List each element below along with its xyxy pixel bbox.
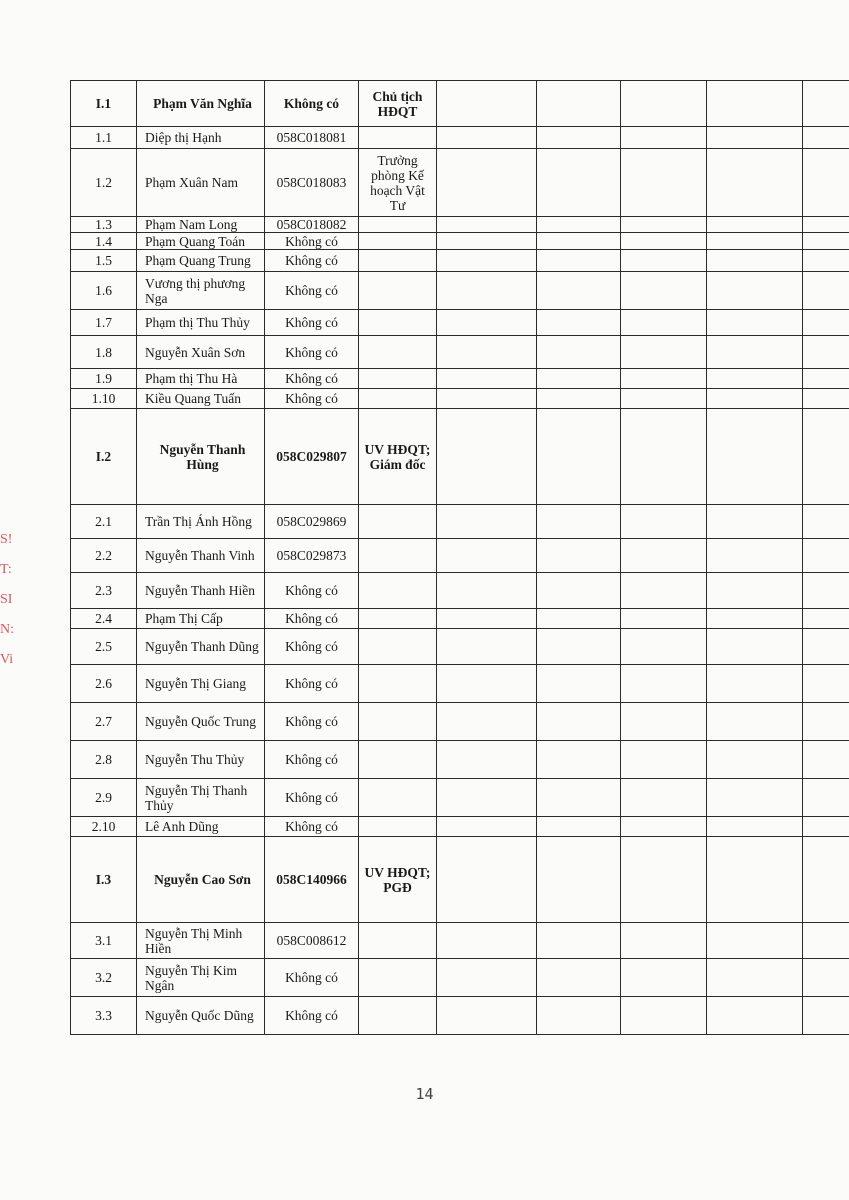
row-number: 2.5 bbox=[71, 629, 137, 665]
person-name: Kiều Quang Tuấn bbox=[137, 389, 265, 409]
securities-account: Không có bbox=[265, 573, 359, 609]
person-name: Nguyễn Thanh Hiền bbox=[137, 573, 265, 609]
row-number: 1.10 bbox=[71, 389, 137, 409]
empty-cell bbox=[621, 233, 707, 250]
row-number: 1.1 bbox=[71, 127, 137, 149]
empty-cell bbox=[803, 609, 849, 629]
empty-cell bbox=[537, 505, 621, 539]
row-number: I.3 bbox=[71, 837, 137, 923]
row-number: 1.2 bbox=[71, 149, 137, 217]
empty-cell bbox=[621, 336, 707, 369]
empty-cell bbox=[537, 272, 621, 310]
empty-cell bbox=[707, 665, 803, 703]
securities-account: Không có bbox=[265, 817, 359, 837]
empty-cell bbox=[621, 127, 707, 149]
empty-cell bbox=[621, 310, 707, 336]
empty-cell bbox=[537, 409, 621, 505]
person-name: Lê Anh Dũng bbox=[137, 817, 265, 837]
empty-cell bbox=[803, 250, 849, 272]
empty-cell bbox=[537, 923, 621, 959]
empty-cell bbox=[621, 703, 707, 741]
empty-cell bbox=[437, 539, 537, 573]
empty-cell bbox=[621, 149, 707, 217]
empty-cell bbox=[803, 149, 849, 217]
empty-cell bbox=[707, 923, 803, 959]
empty-cell bbox=[437, 959, 537, 997]
stamp-text-line: T: bbox=[0, 562, 12, 577]
securities-account: Không có bbox=[265, 336, 359, 369]
empty-cell bbox=[437, 389, 537, 409]
empty-cell bbox=[803, 81, 849, 127]
empty-cell bbox=[437, 505, 537, 539]
position-title bbox=[359, 609, 437, 629]
position-title bbox=[359, 817, 437, 837]
row-number: 1.8 bbox=[71, 336, 137, 369]
securities-account: 058C018081 bbox=[265, 127, 359, 149]
empty-cell bbox=[803, 573, 849, 609]
position-title bbox=[359, 310, 437, 336]
empty-cell bbox=[707, 573, 803, 609]
empty-cell bbox=[707, 779, 803, 817]
row-number: 2.2 bbox=[71, 539, 137, 573]
table-row bbox=[71, 233, 849, 250]
empty-cell bbox=[437, 609, 537, 629]
securities-account: Không có bbox=[265, 703, 359, 741]
empty-cell bbox=[707, 310, 803, 336]
securities-account: Không có bbox=[265, 779, 359, 817]
empty-cell bbox=[537, 389, 621, 409]
row-number: 1.5 bbox=[71, 250, 137, 272]
securities-account: 058C018082 bbox=[265, 217, 359, 233]
securities-account: Không có bbox=[265, 310, 359, 336]
empty-cell bbox=[621, 272, 707, 310]
empty-cell bbox=[437, 573, 537, 609]
position-title: Trưởng phòng Kế hoạch Vật Tư bbox=[359, 149, 437, 217]
empty-cell bbox=[621, 505, 707, 539]
position-title bbox=[359, 336, 437, 369]
stamp-text-line: S! bbox=[0, 532, 13, 547]
empty-cell bbox=[803, 629, 849, 665]
person-name: Phạm thị Thu Hà bbox=[137, 369, 265, 389]
table-row bbox=[71, 609, 849, 629]
table-row bbox=[71, 272, 849, 310]
empty-cell bbox=[707, 233, 803, 250]
empty-cell bbox=[803, 923, 849, 959]
row-number: 1.9 bbox=[71, 369, 137, 389]
empty-cell bbox=[537, 997, 621, 1035]
empty-cell bbox=[707, 369, 803, 389]
empty-cell bbox=[621, 837, 707, 923]
empty-cell bbox=[537, 250, 621, 272]
empty-cell bbox=[437, 817, 537, 837]
empty-cell bbox=[707, 505, 803, 539]
person-name: Nguyễn Thanh Dũng bbox=[137, 629, 265, 665]
person-name: Trần Thị Ánh Hồng bbox=[137, 505, 265, 539]
table-row bbox=[71, 310, 849, 336]
stamp-text-line: N: bbox=[0, 622, 14, 637]
person-name: Nguyễn Xuân Sơn bbox=[137, 336, 265, 369]
empty-cell bbox=[621, 665, 707, 703]
empty-cell bbox=[803, 233, 849, 250]
securities-account: Không có bbox=[265, 250, 359, 272]
table-row bbox=[71, 81, 849, 127]
person-name: Nguyễn Thị Kim Ngân bbox=[137, 959, 265, 997]
securities-account: Không có bbox=[265, 741, 359, 779]
table-row bbox=[71, 959, 849, 997]
empty-cell bbox=[803, 217, 849, 233]
empty-cell bbox=[437, 127, 537, 149]
empty-cell bbox=[537, 665, 621, 703]
empty-cell bbox=[803, 665, 849, 703]
empty-cell bbox=[437, 217, 537, 233]
empty-cell bbox=[537, 369, 621, 389]
empty-cell bbox=[437, 741, 537, 779]
empty-cell bbox=[537, 837, 621, 923]
empty-cell bbox=[803, 389, 849, 409]
empty-cell bbox=[621, 389, 707, 409]
empty-cell bbox=[803, 505, 849, 539]
empty-cell bbox=[803, 272, 849, 310]
table-row bbox=[71, 837, 849, 923]
person-name: Phạm Xuân Nam bbox=[137, 149, 265, 217]
row-number: 2.3 bbox=[71, 573, 137, 609]
table-row bbox=[71, 217, 849, 233]
row-number: 2.9 bbox=[71, 779, 137, 817]
position-title bbox=[359, 217, 437, 233]
person-name: Phạm Nam Long bbox=[137, 217, 265, 233]
empty-cell bbox=[803, 779, 849, 817]
position-title: UV HĐQT; PGĐ bbox=[359, 837, 437, 923]
empty-cell bbox=[803, 369, 849, 389]
empty-cell bbox=[621, 409, 707, 505]
empty-cell bbox=[437, 779, 537, 817]
empty-cell bbox=[803, 539, 849, 573]
person-name: Nguyễn Quốc Dũng bbox=[137, 997, 265, 1035]
securities-account: Không có bbox=[265, 81, 359, 127]
row-number: 3.3 bbox=[71, 997, 137, 1035]
person-name: Nguyễn Thanh Vinh bbox=[137, 539, 265, 573]
empty-cell bbox=[537, 959, 621, 997]
table-row bbox=[71, 779, 849, 817]
empty-cell bbox=[707, 817, 803, 837]
row-number: 2.4 bbox=[71, 609, 137, 629]
empty-cell bbox=[707, 609, 803, 629]
empty-cell bbox=[707, 997, 803, 1035]
position-title bbox=[359, 233, 437, 250]
position-title bbox=[359, 505, 437, 539]
position-title bbox=[359, 573, 437, 609]
row-number: 1.3 bbox=[71, 217, 137, 233]
empty-cell bbox=[707, 837, 803, 923]
page-number: 14 bbox=[415, 1085, 434, 1103]
empty-cell bbox=[621, 81, 707, 127]
row-number: I.1 bbox=[71, 81, 137, 127]
empty-cell bbox=[537, 217, 621, 233]
stamp-text-line: Vi bbox=[0, 652, 14, 667]
person-name: Nguyễn Thu Thủy bbox=[137, 741, 265, 779]
securities-account: 058C029807 bbox=[265, 409, 359, 505]
table-row bbox=[71, 703, 849, 741]
empty-cell bbox=[621, 629, 707, 665]
empty-cell bbox=[803, 837, 849, 923]
empty-cell bbox=[437, 149, 537, 217]
empty-cell bbox=[437, 703, 537, 741]
empty-cell bbox=[621, 997, 707, 1035]
table-row bbox=[71, 741, 849, 779]
position-title bbox=[359, 779, 437, 817]
position-title bbox=[359, 665, 437, 703]
empty-cell bbox=[707, 703, 803, 741]
securities-account: Không có bbox=[265, 629, 359, 665]
position-title bbox=[359, 389, 437, 409]
empty-cell bbox=[621, 741, 707, 779]
empty-cell bbox=[803, 310, 849, 336]
table-body bbox=[71, 81, 849, 1035]
empty-cell bbox=[707, 629, 803, 665]
person-name: Diệp thị Hạnh bbox=[137, 127, 265, 149]
empty-cell bbox=[537, 127, 621, 149]
row-number: 2.6 bbox=[71, 665, 137, 703]
table-row bbox=[71, 149, 849, 217]
empty-cell bbox=[803, 336, 849, 369]
person-name: Nguyễn Thanh Hùng bbox=[137, 409, 265, 505]
row-number: 2.7 bbox=[71, 703, 137, 741]
empty-cell bbox=[621, 959, 707, 997]
row-number: 1.7 bbox=[71, 310, 137, 336]
position-title bbox=[359, 369, 437, 389]
empty-cell bbox=[621, 250, 707, 272]
securities-account: Không có bbox=[265, 665, 359, 703]
empty-cell bbox=[437, 233, 537, 250]
securities-account: Không có bbox=[265, 609, 359, 629]
securities-account: Không có bbox=[265, 959, 359, 997]
empty-cell bbox=[537, 817, 621, 837]
person-name: Nguyễn Thị Giang bbox=[137, 665, 265, 703]
person-name: Phạm Văn Nghĩa bbox=[137, 81, 265, 127]
securities-account: 058C018083 bbox=[265, 149, 359, 217]
empty-cell bbox=[621, 573, 707, 609]
securities-account: 058C029869 bbox=[265, 505, 359, 539]
empty-cell bbox=[707, 127, 803, 149]
person-name: Nguyễn Quốc Trung bbox=[137, 703, 265, 741]
empty-cell bbox=[537, 703, 621, 741]
position-title bbox=[359, 539, 437, 573]
person-name: Nguyễn Cao Sơn bbox=[137, 837, 265, 923]
empty-cell bbox=[537, 779, 621, 817]
related-persons-table bbox=[70, 80, 849, 1035]
table-row bbox=[71, 573, 849, 609]
row-number: 2.8 bbox=[71, 741, 137, 779]
empty-cell bbox=[537, 233, 621, 250]
empty-cell bbox=[437, 336, 537, 369]
empty-cell bbox=[437, 81, 537, 127]
position-title bbox=[359, 959, 437, 997]
position-title bbox=[359, 250, 437, 272]
securities-account: 058C008612 bbox=[265, 923, 359, 959]
empty-cell bbox=[707, 336, 803, 369]
table-row bbox=[71, 817, 849, 837]
table-row bbox=[71, 665, 849, 703]
table-row bbox=[71, 997, 849, 1035]
empty-cell bbox=[707, 741, 803, 779]
empty-cell bbox=[621, 217, 707, 233]
empty-cell bbox=[803, 817, 849, 837]
empty-cell bbox=[707, 149, 803, 217]
row-number: I.2 bbox=[71, 409, 137, 505]
empty-cell bbox=[537, 539, 621, 573]
empty-cell bbox=[621, 609, 707, 629]
empty-cell bbox=[707, 959, 803, 997]
position-title: Chủ tịch HĐQT bbox=[359, 81, 437, 127]
table-row bbox=[71, 923, 849, 959]
position-title bbox=[359, 703, 437, 741]
empty-cell bbox=[437, 629, 537, 665]
empty-cell bbox=[537, 609, 621, 629]
empty-cell bbox=[707, 81, 803, 127]
empty-cell bbox=[707, 272, 803, 310]
person-name: Phạm Quang Trung bbox=[137, 250, 265, 272]
person-name: Phạm Quang Toán bbox=[137, 233, 265, 250]
empty-cell bbox=[437, 997, 537, 1035]
empty-cell bbox=[707, 250, 803, 272]
empty-cell bbox=[537, 336, 621, 369]
empty-cell bbox=[803, 409, 849, 505]
securities-account: 058C140966 bbox=[265, 837, 359, 923]
person-name: Phạm thị Thu Thủy bbox=[137, 310, 265, 336]
row-number: 1.6 bbox=[71, 272, 137, 310]
empty-cell bbox=[803, 127, 849, 149]
empty-cell bbox=[537, 741, 621, 779]
table-row bbox=[71, 409, 849, 505]
empty-cell bbox=[803, 703, 849, 741]
empty-cell bbox=[621, 539, 707, 573]
table-row bbox=[71, 127, 849, 149]
position-title: UV HĐQT; Giám đốc bbox=[359, 409, 437, 505]
empty-cell bbox=[537, 310, 621, 336]
empty-cell bbox=[621, 923, 707, 959]
table-row bbox=[71, 250, 849, 272]
empty-cell bbox=[437, 665, 537, 703]
empty-cell bbox=[537, 149, 621, 217]
position-title bbox=[359, 923, 437, 959]
row-number: 2.10 bbox=[71, 817, 137, 837]
empty-cell bbox=[437, 250, 537, 272]
empty-cell bbox=[707, 409, 803, 505]
empty-cell bbox=[707, 539, 803, 573]
table-row bbox=[71, 389, 849, 409]
empty-cell bbox=[537, 81, 621, 127]
table-row bbox=[71, 336, 849, 369]
person-name: Phạm Thị Cấp bbox=[137, 609, 265, 629]
securities-account: Không có bbox=[265, 369, 359, 389]
table-row bbox=[71, 369, 849, 389]
empty-cell bbox=[621, 779, 707, 817]
row-number: 2.1 bbox=[71, 505, 137, 539]
securities-account: Không có bbox=[265, 272, 359, 310]
table-row bbox=[71, 629, 849, 665]
person-name: Nguyễn Thị Thanh Thủy bbox=[137, 779, 265, 817]
person-name: Vương thị phương Nga bbox=[137, 272, 265, 310]
position-title bbox=[359, 997, 437, 1035]
row-number: 1.4 bbox=[71, 233, 137, 250]
empty-cell bbox=[621, 369, 707, 389]
empty-cell bbox=[437, 923, 537, 959]
position-title bbox=[359, 272, 437, 310]
securities-account: Không có bbox=[265, 997, 359, 1035]
empty-cell bbox=[437, 369, 537, 389]
person-name: Nguyễn Thị Minh Hiền bbox=[137, 923, 265, 959]
empty-cell bbox=[437, 310, 537, 336]
empty-cell bbox=[803, 997, 849, 1035]
table-row bbox=[71, 505, 849, 539]
row-number: 3.2 bbox=[71, 959, 137, 997]
empty-cell bbox=[437, 272, 537, 310]
red-stamp-mark bbox=[0, 525, 18, 695]
stamp-text-line: SI bbox=[0, 592, 13, 607]
securities-account: Không có bbox=[265, 233, 359, 250]
empty-cell bbox=[437, 409, 537, 505]
empty-cell bbox=[437, 837, 537, 923]
empty-cell bbox=[621, 817, 707, 837]
empty-cell bbox=[803, 959, 849, 997]
position-title bbox=[359, 629, 437, 665]
position-title bbox=[359, 741, 437, 779]
empty-cell bbox=[707, 389, 803, 409]
securities-account: Không có bbox=[265, 389, 359, 409]
empty-cell bbox=[537, 629, 621, 665]
empty-cell bbox=[803, 741, 849, 779]
position-title bbox=[359, 127, 437, 149]
securities-account: 058C029873 bbox=[265, 539, 359, 573]
empty-cell bbox=[537, 573, 621, 609]
empty-cell bbox=[707, 217, 803, 233]
table-row bbox=[71, 539, 849, 573]
row-number: 3.1 bbox=[71, 923, 137, 959]
